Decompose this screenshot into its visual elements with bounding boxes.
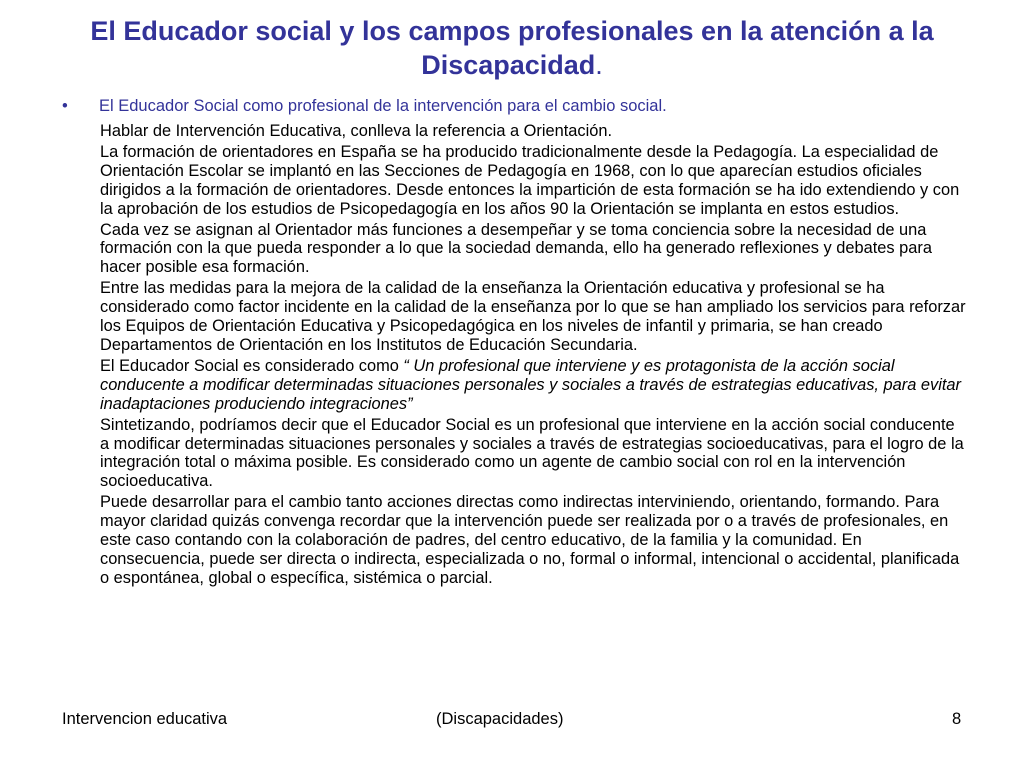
slide-title-dot: .	[595, 50, 603, 80]
slide-title-line1: El Educador social y los campos profesionales en la atención a la	[90, 16, 934, 46]
slide-title-line2: Discapacidad	[421, 50, 596, 80]
definition-quote: “ Un profesional que interviene y es protagonista de la acción social conducente a modificar determinadas situaciones personales y sociales a través de estrategias educativas, para evitar inadaptaciones produciendo integraciones”	[100, 356, 961, 413]
slide-title	[40, 14, 984, 82]
paragraph-formacion: La formación de orientadores en España se ha producido tradicionalmente desde la Pedagogía. La especialidad de Orientación Escolar se implantó en las Secciones de Pedagogía en 1968, con lo que aparecían estudios oficiales dirigidos a la formación de orientadores. Desde entonces la impartición de esta formación se ha ido extendiendo y con la aprobación de los estudios de Psicopedagogía en los años 90 la Orientación se implanta en estos estudios.	[100, 142, 960, 218]
footer-center-text: (Discapacidades)	[436, 710, 564, 728]
bullet-icon: •	[62, 97, 68, 115]
paragraph-funciones: Cada vez se asignan al Orientador más funciones a desempeñar y se toma conciencia sobre la necesidad de una formación con la que pueda responder a lo que la sociedad demanda, ello ha generado reflexiones y debates para hacer posible esa formación.	[100, 220, 932, 277]
slide-body	[100, 122, 968, 590]
page-number: 8	[952, 710, 962, 728]
footer-left-text: Intervencion educativa	[62, 710, 228, 728]
paragraph-definicion	[100, 357, 968, 414]
paragraph-medidas: Entre las medidas para la mejora de la calidad de la enseñanza la Orientación educativa y profesional se ha considerado como factor incidente en la calidad de la enseñanza por lo que se han ampliado los servicios para reforzar los Equipos de Orientación Educativa y Psicopedagógica en los niveles de infantil y primaria, se han creado Departamentos de Orientación en los Institutos de Educación Secundaria.	[100, 279, 966, 354]
paragraph-sintetizando: Sintetizando, podríamos decir que el Educador Social es un profesional que interviene en la acción social conducente a modificar determinadas situaciones personales y sociales a través de estrategias socioeducativas, para el logro de la integración total o máxima posible. Es considerado como un agente de cambio social con rol en la intervención socioeducativa.	[100, 415, 964, 491]
paragraph-intervencion: Hablar de Intervención Educativa, conlleva la referencia a Orientación.	[100, 122, 613, 140]
definition-lead: El Educador Social es considerado como	[100, 356, 404, 375]
paragraph-acciones: Puede desarrollar para el cambio tanto acciones directas como indirectas interviniendo, orientando, formando. Para mayor claridad quizás convenga recordar que la intervención puede ser realizada por o a través de profesionales, en este caso contando con la colaboración de padres, del centro educativo, de la familia y la comunidad. En consecuencia, puede ser directa o indirecta, especializada o no, formal o informal, intencional o accidental, planificada o espontánea, global o específica, sistémica o parcial.	[100, 493, 960, 587]
bullet-text: El Educador Social como profesional de la intervención para el cambio social.	[99, 97, 667, 115]
